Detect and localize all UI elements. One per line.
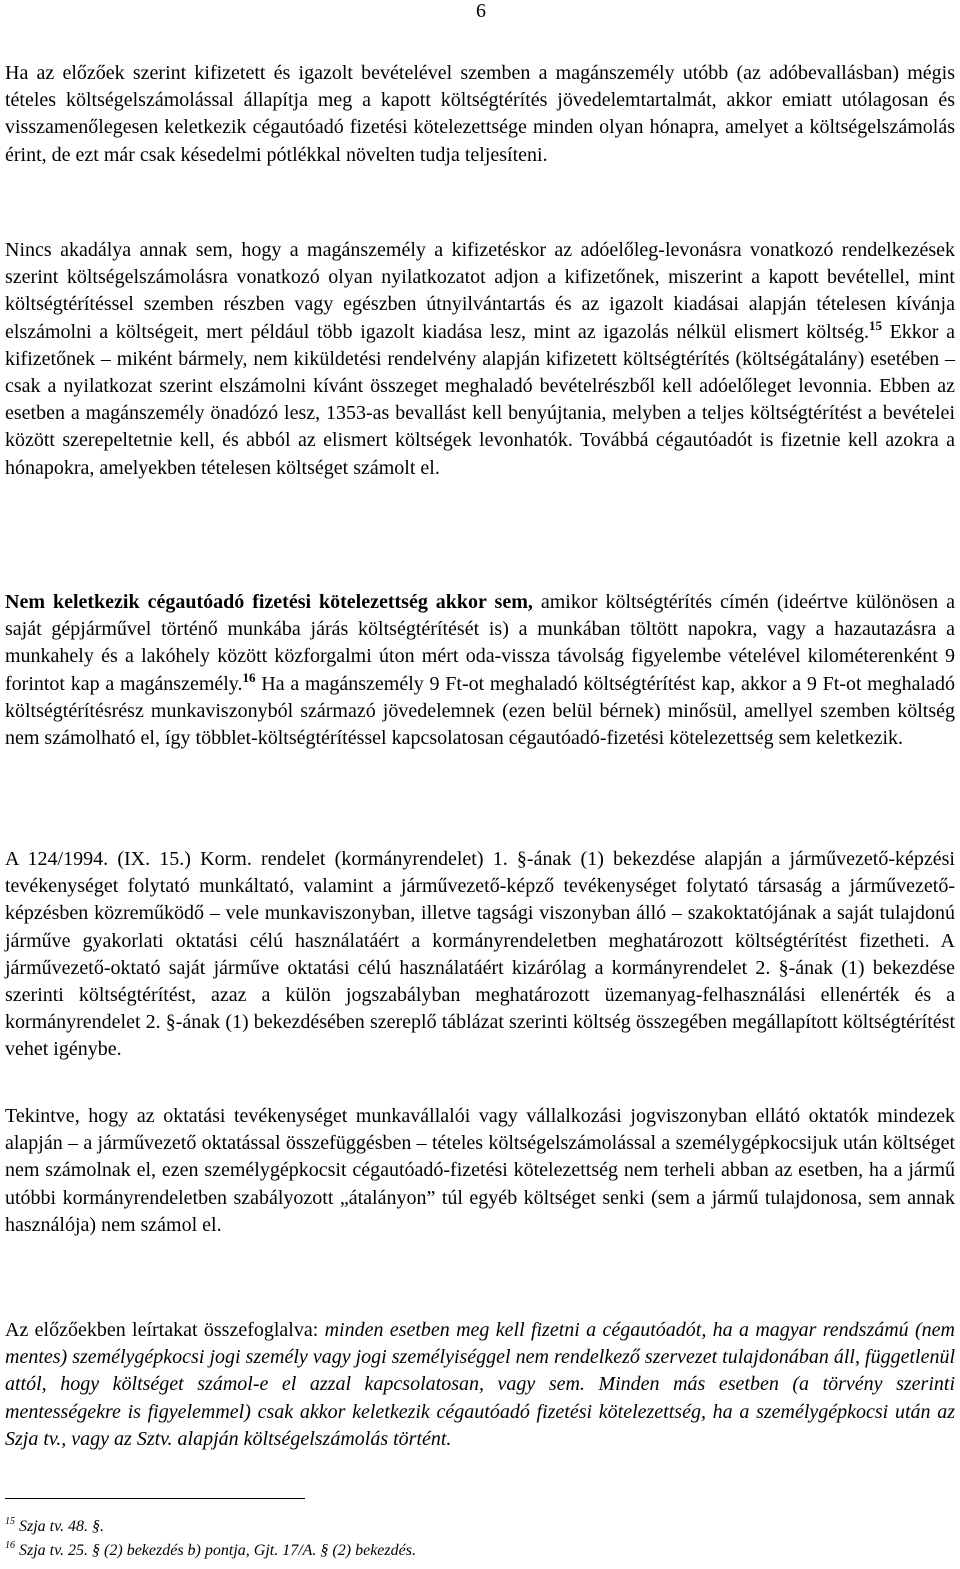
paragraph-3 [5, 589, 955, 752]
page-number: 6 [476, 0, 486, 22]
footnote-ref-16[interactable]: 16 [242, 669, 256, 685]
paragraph-2 [5, 237, 955, 482]
footnote-15 [5, 1517, 955, 1537]
paragraph-3-text: amikor költségtérítés címén (ideértve különösen a saját gépjárművel történő munkába járás költségtérítését is) a munkában töltött napokra, vagy a hazautazásra a munkahely és a lakóhely között közforgalmi úton mért oda-vissza távolság figyelembe vételével kilométerenként 9 forintot kap a magánszemély. [5, 591, 955, 695]
footnote-ref-15[interactable]: 15 [868, 317, 882, 333]
paragraph-4: A 124/1994. (IX. 15.) Korm. rendelet (kormányrendelet) 1. §-ának (1) bekezdése alapján a járművezető-képzési tevékenységet folytató munkáltató, valamint a járművezető-képző tevékenységet folytató társaság a járművezető-képzésben közreműködő – vele munkaviszonyban, illetve tagsági viszonyban álló – szakoktatójának a saját tulajdonú járműve gyakorlati oktatási célú használatáért a kormányrendeletben meghatározott költségtérítést fizetheti. A járművezető-oktató saját járműve oktatási célú használatáért kizárólag a kormányrendelet 2. §-ának (1) bekezdése szerinti költségtérítést, azaz a külön jogszabályban meghatározott üzemanyag-felhasználási ellenérték és a kormányrendelet 2. §-ának (1) bekezdésében szereplő táblázat szerinti költség összegében megállapított költségtérítést vehet igénybe. [5, 848, 955, 1061]
footnote-15-text: Szja tv. 48. §. [19, 1518, 105, 1535]
paragraph-2-text: Nincs akadálya annak sem, hogy a magánszemély a kifizetéskor az adóelőleg-levonásra vonatkozó rendelkezések szerint költségelszámolásra vonatkozó olyan nyilatkozatot adjon a kifizetőnek, miszerint a kapott bevétellel, mint költségtérítéssel szemben részben vagy egészben útnyilvántartás és az igazolt kiadásai alapján tételesen kívánja elszámolni a költségeit, mert például több igazolt kiadása lesz, mint az igazolás nélkül elismert költség. [5, 239, 955, 343]
footnote-16-number: 16 [5, 1540, 15, 1551]
footnote-16 [5, 1541, 955, 1561]
paragraph-6-summary [5, 1317, 955, 1453]
paragraph-3-text-cont: Ha a magánszemély 9 Ft-ot meghaladó költségtérítést kap, akkor a 9 Ft-ot meghaladó költségtérítésrész munkaviszonyból származó jövedelemnek (ezen belül bérnek) minősül, amellyel szemben költség nem számolható el, így többlet-költségtérítéssel kapcsolatosan cégautóadó-fizetési kötelezettség sem keletkezik. [5, 672, 955, 750]
summary-lead: Az előzőekben leírtakat összefoglalva: [5, 1319, 325, 1341]
paragraph-2-text-cont: Ekkor a kifizetőnek – miként bármely, nem kiküldetési rendelvény alapján kifizetett költségtérítés (költségátalány) esetében – csak a nyilatkozat szerint elszámolni kívánt összeget meghaladó bevételrészből kell adóelőleget levonnia. Ebben az esetben a magánszemély önadózó lesz, 1353-as bevallást kell benyújtania, melyben a teljes költségtérítést a bevételei között szerepeltetnie kell, és abból az elismert költségek levonhatók. Továbbá cégautóadót is fizetnie kell azokra a hónapokra, amelyekben tételesen költséget számolt el. [5, 320, 955, 479]
footnote-16-text: Szja tv. 25. § (2) bekezdés b) pontja, Gjt. 17/A. § (2) bekezdés. [19, 1542, 416, 1559]
footnote-15-number: 15 [5, 1516, 15, 1527]
paragraph-5: Tekintve, hogy az oktatási tevékenységet munkavállalói vagy vállalkozási jogviszonyban ellátó oktatók mindezek alapján – a járművezető oktatással összefüggésben – tételes költségelszámolással a személygépkocsijuk után költséget nem számolnak el, ezen személygépkocsit cégautóadó-fizetési kötelezettség nem terheli abban az esetben, ha a jármű utóbbi kormányrendeletben szabályozott „átalányon” túl egyéb költséget senki (sem a jármű tulajdonosa, sem annak használója) nem számol el. [5, 1105, 955, 1236]
footnote-separator [5, 1498, 305, 1499]
summary-italic: minden esetben meg kell fizetni a cégautóadót, ha a magyar rendszámú (nem mentes) személygépkocsi jogi személy vagy jogi személyiséggel nem rendelkező szervezet tulajdonában áll, függetlenül attól, hogy költséget számol-e el azzal kapcsolatosan, vagy sem. Minden más esetben (a törvény szerinti mentességekre is figyelemmel) csak akkor keletkezik cégautóadó fizetési kötelezettség, ha a személygépkocsi után az Szja tv., vagy az Sztv. alapján költségelszámolás történt. [5, 1319, 955, 1450]
paragraph-1: Ha az előzőek szerint kifizetett és igazolt bevételével szemben a magánszemély utóbb (az adóbevallásban) mégis tételes költségelszámolással állapítja meg a kapott költségtérítés jövedelemtartalmát, akkor emiatt utólagosan és visszamenőlegesen keletkezik cégautóadó fizetési kötelezettsége minden olyan hónapra, amelyet a költségelszámolás érint, de ezt már csak késedelmi pótlékkal növelten tudja teljesíteni. [5, 62, 955, 166]
paragraph-3-bold-lead: Nem keletkezik cégautóadó fizetési kötelezettség akkor sem, [5, 591, 533, 613]
